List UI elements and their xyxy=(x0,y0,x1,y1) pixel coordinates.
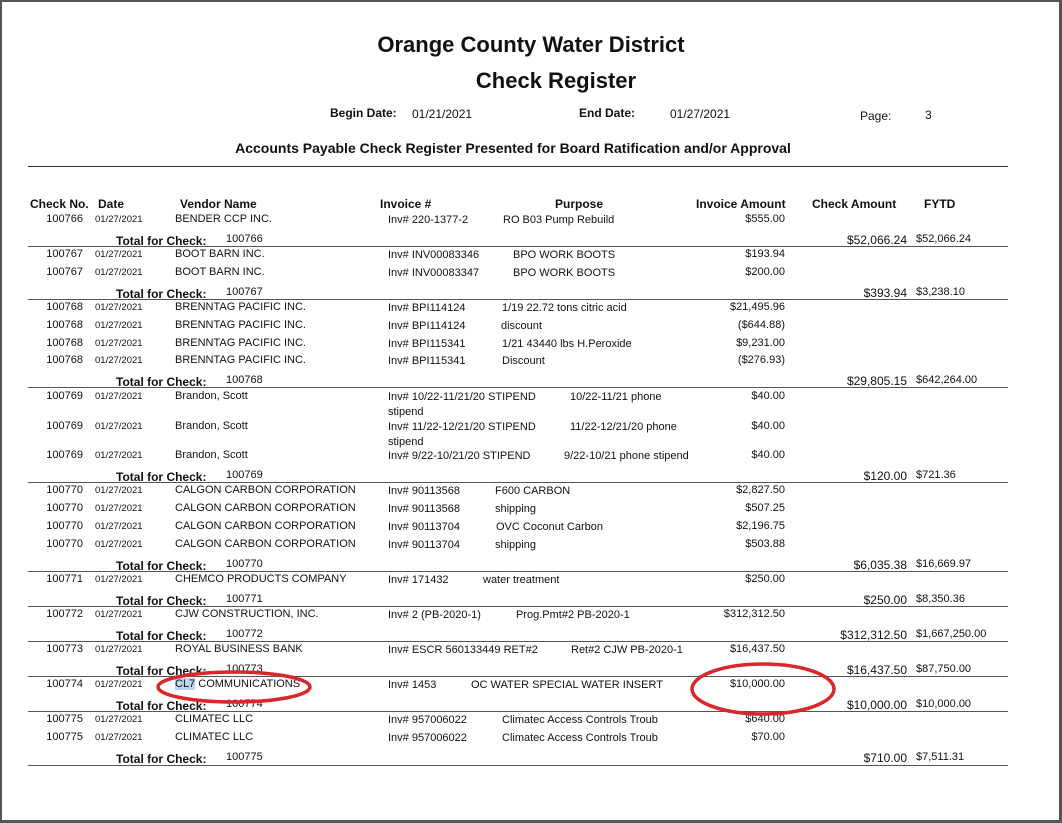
line-date: 01/27/2021 xyxy=(95,249,143,260)
total-check-number: 100773 xyxy=(226,663,263,675)
col-header-invoice: Invoice # xyxy=(380,197,432,211)
invoice-amount: $312,312.50 xyxy=(723,608,785,620)
end-date-label: End Date: xyxy=(579,106,636,120)
invoice-number-wrap: stipend xyxy=(388,436,424,448)
page-label: Page: xyxy=(860,109,892,123)
check-amount: $10,000.00 xyxy=(846,698,907,712)
invoice-amount: $9,231.00 xyxy=(736,337,785,349)
purpose-text: Climatec Access Controls Troub xyxy=(502,714,658,726)
invoice-amount: $10,000.00 xyxy=(729,678,785,690)
purpose-text: Ret#2 CJW PB-2020-1 xyxy=(571,644,683,656)
col-header-purpose: Purpose xyxy=(555,197,604,211)
group-divider xyxy=(28,571,1008,572)
col-header-date: Date xyxy=(98,197,125,211)
invoice-amount: $2,196.75 xyxy=(736,520,785,532)
invoice-amount: $70.00 xyxy=(751,731,785,743)
organization-title: Orange County Water District xyxy=(377,32,685,57)
check-number: 100766 xyxy=(46,213,83,225)
line-date: 01/27/2021 xyxy=(95,355,143,366)
total-for-check-label: Total for Check: xyxy=(116,594,207,608)
check-amount: $710.00 xyxy=(863,751,907,765)
fytd-amount: $1,667,250.00 xyxy=(916,628,987,640)
invoice-number: Inv# 171432 xyxy=(388,574,449,586)
check-number: 100769 xyxy=(46,420,83,432)
line-date: 01/27/2021 xyxy=(95,320,143,331)
col-header-fytd: FYTD xyxy=(924,197,956,211)
invoice-number: Inv# INV00083347 xyxy=(388,267,480,279)
col-header-invoice-amount: Invoice Amount xyxy=(696,197,786,211)
report-title: Check Register xyxy=(475,68,637,93)
total-for-check-label: Total for Check: xyxy=(116,629,207,643)
total-check-number: 100767 xyxy=(226,286,263,298)
vendor-name: Brandon, Scott xyxy=(175,390,248,402)
invoice-amount: ($276.93) xyxy=(737,354,785,366)
fytd-amount: $10,000.00 xyxy=(916,698,972,710)
check-amount: $16,437.50 xyxy=(846,663,907,677)
group-divider xyxy=(28,606,1008,607)
total-for-check-label: Total for Check: xyxy=(116,559,207,573)
group-divider xyxy=(28,711,1008,712)
vendor-name: CALGON CARBON CORPORATION xyxy=(175,502,356,514)
invoice-number: Inv# 2 (PB-2020-1) xyxy=(388,609,481,621)
invoice-number: Inv# INV00083346 xyxy=(388,249,480,261)
vendor-name: BRENNTAG PACIFIC INC. xyxy=(175,301,306,313)
invoice-amount: $40.00 xyxy=(751,390,785,402)
purpose-text: water treatment xyxy=(483,574,560,586)
check-amount: $29,805.15 xyxy=(846,374,907,388)
line-date: 01/27/2021 xyxy=(95,644,143,655)
invoice-amount: $193.94 xyxy=(745,248,785,260)
fytd-amount: $3,238.10 xyxy=(916,286,965,298)
vendor-name: Brandon, Scott xyxy=(175,420,248,432)
line-date: 01/27/2021 xyxy=(95,450,143,461)
invoice-number: Inv# 1453 xyxy=(388,679,437,691)
purpose-text: Discount xyxy=(502,355,545,367)
fytd-amount: $87,750.00 xyxy=(916,663,972,675)
invoice-number: Inv# 90113704 xyxy=(388,521,460,533)
total-for-check-label: Total for Check: xyxy=(116,699,207,713)
line-date: 01/27/2021 xyxy=(95,267,143,278)
group-divider xyxy=(28,482,1008,483)
check-number: 100772 xyxy=(46,608,83,620)
line-date: 01/27/2021 xyxy=(95,521,143,532)
purpose-text: F600 CARBON xyxy=(495,485,571,497)
vendor-name: CHEMCO PRODUCTS COMPANY xyxy=(175,573,347,585)
vendor-name-rest: COMMUNICATIONS xyxy=(195,678,301,690)
begin-date-value: 01/21/2021 xyxy=(412,107,473,121)
invoice-amount: $40.00 xyxy=(751,449,785,461)
vendor-name: CLIMATEC LLC xyxy=(175,713,254,725)
vendor-name: BRENNTAG PACIFIC INC. xyxy=(175,319,306,331)
invoice-number: Inv# 90113568 xyxy=(388,485,460,497)
check-number: 100770 xyxy=(46,502,83,514)
purpose-text: RO B03 Pump Rebuild xyxy=(503,214,615,226)
check-number: 100767 xyxy=(46,248,83,260)
invoice-amount: $503.88 xyxy=(745,538,785,550)
group-divider xyxy=(28,387,1008,388)
purpose-text: BPO WORK BOOTS xyxy=(513,267,616,279)
vendor-name: BRENNTAG PACIFIC INC. xyxy=(175,337,306,349)
check-amount: $312,312.50 xyxy=(840,628,907,642)
check-number: 100768 xyxy=(46,337,83,349)
begin-date-label: Begin Date: xyxy=(330,106,397,120)
line-date: 01/27/2021 xyxy=(95,302,143,313)
line-date: 01/27/2021 xyxy=(95,421,143,432)
check-amount: $393.94 xyxy=(863,286,907,300)
invoice-amount: $200.00 xyxy=(745,266,785,278)
check-number: 100768 xyxy=(46,301,83,313)
total-for-check-label: Total for Check: xyxy=(116,664,207,678)
check-amount: $52,066.24 xyxy=(846,233,907,247)
vendor-name: ROYAL BUSINESS BANK xyxy=(175,643,303,655)
total-for-check-label: Total for Check: xyxy=(116,375,207,389)
purpose-text: shipping xyxy=(495,503,536,515)
end-date-value: 01/27/2021 xyxy=(670,107,731,121)
check-number: 100775 xyxy=(46,731,83,743)
invoice-number: Inv# 90113568 xyxy=(388,503,460,515)
invoice-amount: $40.00 xyxy=(751,420,785,432)
check-number: 100770 xyxy=(46,520,83,532)
total-check-number: 100772 xyxy=(226,628,263,640)
invoice-amount: $2,827.50 xyxy=(736,484,785,496)
invoice-amount: $250.00 xyxy=(745,573,785,585)
check-number: 100770 xyxy=(46,538,83,550)
purpose-text: 1/19 22.72 tons citric acid xyxy=(502,302,627,314)
purpose-text: OC WATER SPECIAL WATER INSERT xyxy=(471,679,663,691)
total-check-number: 100774 xyxy=(226,698,263,710)
check-number: 100770 xyxy=(46,484,83,496)
vendor-name: BENDER CCP INC. xyxy=(175,213,272,225)
line-date: 01/27/2021 xyxy=(95,732,143,743)
vendor-name: CALGON CARBON CORPORATION xyxy=(175,484,356,496)
vendor-name-highlight: CL7 xyxy=(175,678,196,690)
col-header-vendor: Vendor Name xyxy=(180,197,257,211)
purpose-text: Climatec Access Controls Troub xyxy=(502,732,658,744)
purpose-text: Prog.Pmt#2 PB-2020-1 xyxy=(516,609,630,621)
vendor-name: BOOT BARN INC. xyxy=(175,266,265,278)
invoice-number: Inv# 11/22-12/21/20 STIPEND xyxy=(388,421,536,433)
group-divider xyxy=(28,246,1008,247)
fytd-amount: $16,669.97 xyxy=(916,558,972,570)
check-number: 100771 xyxy=(46,573,83,585)
invoice-number-wrap: stipend xyxy=(388,406,424,418)
fytd-amount: $642,264.00 xyxy=(916,374,978,386)
invoice-number: Inv# 957006022 xyxy=(388,732,467,744)
vendor-name: BOOT BARN INC. xyxy=(175,248,265,260)
invoice-amount: ($644.88) xyxy=(737,319,785,331)
purpose-text: 1/21 43440 lbs H.Peroxide xyxy=(502,338,632,350)
invoice-amount: $555.00 xyxy=(745,213,785,225)
invoice-number: Inv# BPI115341 xyxy=(388,338,466,350)
line-date: 01/27/2021 xyxy=(95,609,143,620)
check-number: 100775 xyxy=(46,713,83,725)
col-header-check-amount: Check Amount xyxy=(812,197,897,211)
group-divider xyxy=(28,299,1008,300)
line-date: 01/27/2021 xyxy=(95,503,143,514)
check-number: 100767 xyxy=(46,266,83,278)
total-check-number: 100766 xyxy=(226,233,263,245)
check-amount: $250.00 xyxy=(863,593,907,607)
group-divider xyxy=(28,765,1008,766)
fytd-amount: $7,511.31 xyxy=(916,751,965,763)
purpose-text: OVC Coconut Carbon xyxy=(496,521,603,533)
purpose-text: discount xyxy=(501,320,542,332)
report-heading: Accounts Payable Check Register Presented for Board Ratification and/or Approval xyxy=(235,140,791,156)
vendor-name: CJW CONSTRUCTION, INC. xyxy=(175,608,319,620)
invoice-number: Inv# 220-1377-2 xyxy=(388,214,469,226)
total-check-number: 100770 xyxy=(226,558,263,570)
fytd-amount: $52,066.24 xyxy=(916,233,972,245)
line-date: 01/27/2021 xyxy=(95,485,143,496)
total-check-number: 100775 xyxy=(226,751,263,763)
invoice-amount: $640.00 xyxy=(745,713,785,725)
vendor-name: Brandon, Scott xyxy=(175,449,248,461)
invoice-number: Inv# 90113704 xyxy=(388,539,460,551)
vendor-name: CALGON CARBON CORPORATION xyxy=(175,538,356,550)
heading-divider xyxy=(28,166,1008,167)
fytd-amount: $8,350.36 xyxy=(916,593,965,605)
invoice-number: Inv# BPI114124 xyxy=(388,320,466,332)
total-for-check-label: Total for Check: xyxy=(116,470,207,484)
invoice-number: Inv# 10/22-11/21/20 STIPEND xyxy=(388,391,536,403)
invoice-amount: $16,437.50 xyxy=(729,643,785,655)
purpose-text: BPO WORK BOOTS xyxy=(513,249,616,261)
group-divider xyxy=(28,676,1008,677)
line-date: 01/27/2021 xyxy=(95,714,143,725)
check-number: 100768 xyxy=(46,319,83,331)
group-divider xyxy=(28,641,1008,642)
fytd-amount: $721.36 xyxy=(916,469,956,481)
total-check-number: 100769 xyxy=(226,469,263,481)
line-date: 01/27/2021 xyxy=(95,214,143,225)
line-date: 01/27/2021 xyxy=(95,574,143,585)
purpose-text: 11/22-12/21/20 phone xyxy=(570,421,677,433)
invoice-number: Inv# ESCR 560133449 RET#2 xyxy=(388,644,538,656)
invoice-number: Inv# BPI115341 xyxy=(388,355,466,367)
line-date: 01/27/2021 xyxy=(95,679,143,690)
total-for-check-label: Total for Check: xyxy=(116,752,207,766)
check-number: 100773 xyxy=(46,643,83,655)
total-for-check-label: Total for Check: xyxy=(116,287,207,301)
check-number: 100774 xyxy=(46,678,83,690)
check-amount: $6,035.38 xyxy=(853,558,907,572)
check-amount: $120.00 xyxy=(863,469,907,483)
purpose-text: 9/22-10/21 phone stipend xyxy=(564,450,689,462)
vendor-name: BRENNTAG PACIFIC INC. xyxy=(175,354,306,366)
vendor-name: CALGON CARBON CORPORATION xyxy=(175,520,356,532)
line-date: 01/27/2021 xyxy=(95,338,143,349)
invoice-number: Inv# BPI114124 xyxy=(388,302,466,314)
total-check-number: 100771 xyxy=(226,593,263,605)
page-number: 3 xyxy=(925,108,932,122)
check-number: 100768 xyxy=(46,354,83,366)
check-number: 100769 xyxy=(46,449,83,461)
line-date: 01/27/2021 xyxy=(95,539,143,550)
total-check-number: 100768 xyxy=(226,374,263,386)
total-for-check-label: Total for Check: xyxy=(116,234,207,248)
invoice-number: Inv# 957006022 xyxy=(388,714,467,726)
purpose-text: 10/22-11/21 phone xyxy=(570,391,662,403)
vendor-name: CLIMATEC LLC xyxy=(175,731,254,743)
invoice-amount: $21,495.96 xyxy=(729,301,785,313)
invoice-amount: $507.25 xyxy=(745,502,785,514)
col-header-check-no: Check No. xyxy=(30,197,89,211)
purpose-text: shipping xyxy=(495,539,536,551)
invoice-number: Inv# 9/22-10/21/20 STIPEND xyxy=(388,450,531,462)
line-date: 01/27/2021 xyxy=(95,391,143,402)
check-number: 100769 xyxy=(46,390,83,402)
